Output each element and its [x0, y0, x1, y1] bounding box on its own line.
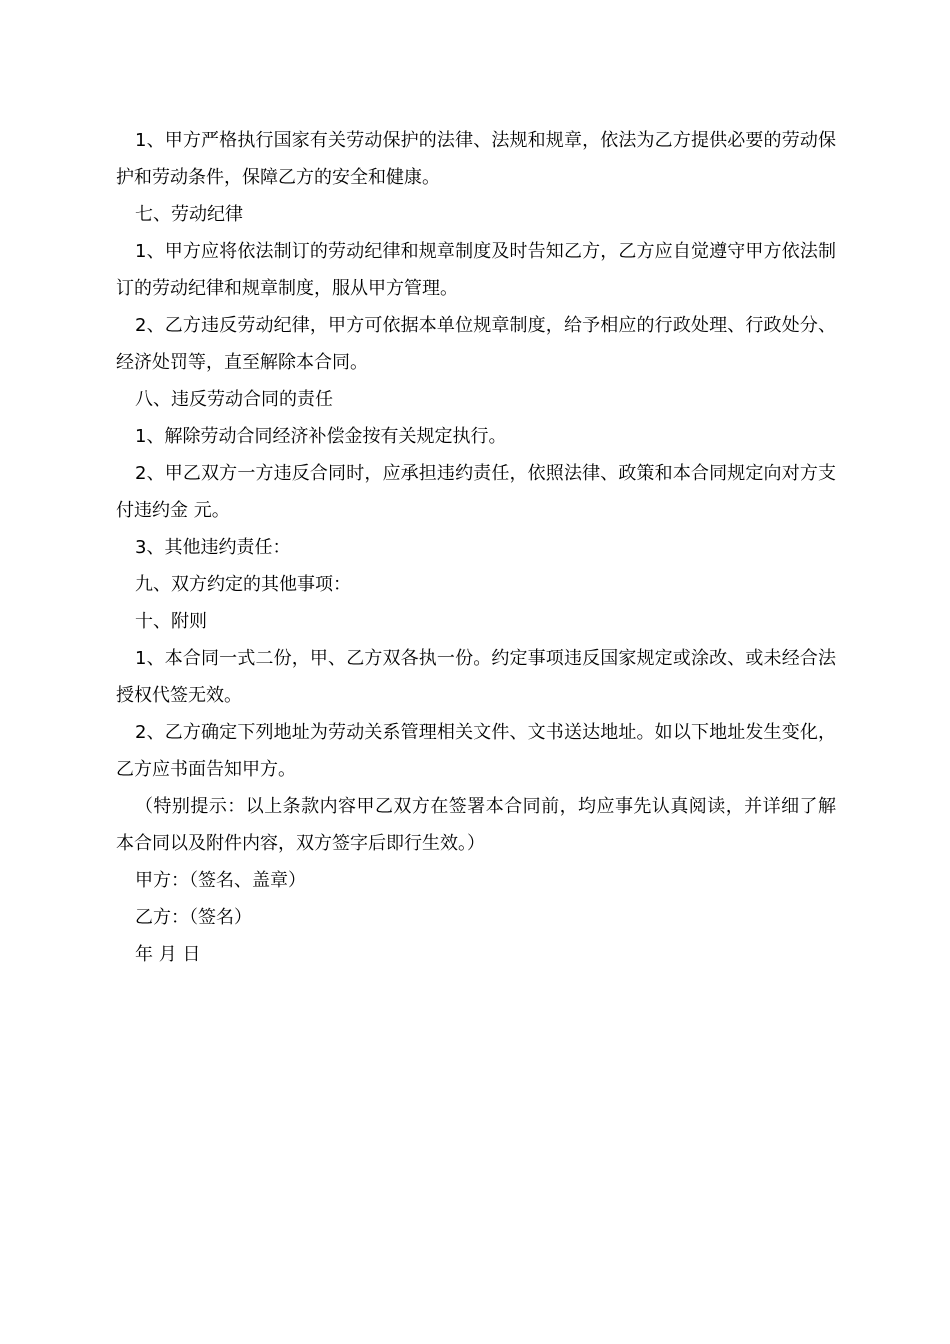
clause-severance-compensation: 1、解除劳动合同经济补偿金按有关规定执行。	[135, 426, 507, 447]
clause-discipline-violation: 2、乙方违反劳动纪律，甲方可依据本单位规章制度，给予相应的行政处理、行政处分、经济处罚等，直至解除本合同。	[116, 315, 836, 373]
section-heading-labor-discipline: 七、劳动纪律	[135, 204, 243, 225]
document-body	[116, 122, 836, 973]
special-notice: （特别提示：以上条款内容甲乙双方在签署本合同前，均应事先认真阅读，并详细了解本合同以及附件内容，双方签字后即行生效。）	[116, 796, 836, 854]
date-line: 年 月 日	[135, 944, 201, 965]
clause-labor-protection: 1、甲方严格执行国家有关劳动保护的法律、法规和规章，依法为乙方提供必要的劳动保护和劳动条件，保障乙方的安全和健康。	[116, 130, 836, 188]
clause-liquidated-damages: 2、甲乙双方一方违反合同时，应承担违约责任，依照法律、政策和本合同规定向对方支付违约金 元。	[116, 463, 836, 521]
clause-other-liability: 3、其他违约责任：	[135, 537, 291, 558]
clause-copies: 1、本合同一式二份，甲、乙方双各执一份。约定事项违反国家规定或涂改、或未经合法授权代签无效。	[116, 648, 836, 706]
party-b-signature-line: 乙方：（签名）	[135, 907, 252, 928]
party-a-signature-line: 甲方：（签名、盖章）	[135, 870, 306, 891]
section-heading-other-matters: 九、双方约定的其他事项：	[135, 574, 351, 595]
clause-service-address: 2、乙方确定下列地址为劳动关系管理相关文件、文书送达地址。如以下地址发生变化，乙方应书面告知甲方。	[116, 722, 836, 780]
clause-discipline-rules: 1、甲方应将依法制订的劳动纪律和规章制度及时告知乙方，乙方应自觉遵守甲方依法制订的劳动纪律和规章制度，服从甲方管理。	[116, 241, 836, 299]
section-heading-breach-liability: 八、违反劳动合同的责任	[135, 389, 333, 410]
section-heading-supplementary: 十、附则	[135, 611, 207, 632]
